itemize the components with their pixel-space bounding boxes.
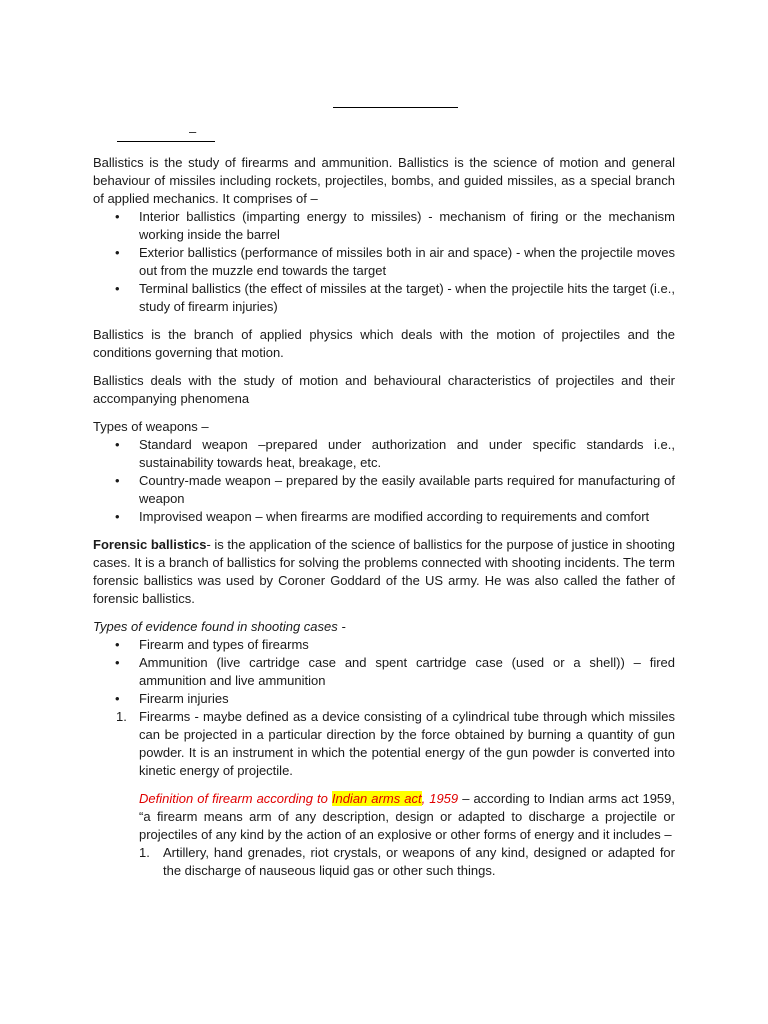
firearms-numbered-list	[93, 708, 675, 780]
list-item: • Terminal ballistics (the effect of missiles at the target) - when the projectile hits the target (i.e., study of firearm injuries)	[115, 281, 675, 314]
bullet-icon: •	[115, 245, 120, 260]
list-item: • Improvised weapon – when firearms are modified according to requirements and comfort	[115, 509, 650, 524]
physics-definition: Ballistics is the branch of applied physics which deals with the motion of projectiles and the conditions governing that motion.	[93, 327, 675, 360]
list-item: • Country-made weapon – prepared by the easily available parts required for manufacturing of weapon	[115, 473, 675, 506]
forensic-term: Forensic ballistics	[93, 537, 207, 552]
list-item: • Exterior ballistics (performance of missiles both in air and space) - when the projectile moves out from the muzzle end towards the target	[115, 245, 675, 278]
ballistics-branches-list	[93, 208, 675, 316]
subheading-dash: –	[189, 124, 197, 139]
evidence-list	[93, 636, 675, 708]
highlighted-arms-act: Indian arms act	[331, 791, 422, 806]
document-body	[93, 154, 675, 880]
list-item: • Interior ballistics (imparting energy to missiles) - mechanism of firing or the mechanism working inside the barrel	[115, 209, 675, 242]
bullet-icon: •	[115, 473, 120, 488]
title-underline	[333, 107, 458, 108]
motion-definition: Ballistics deals with the study of motion and behavioural characteristics of projectiles and their accompanying phenomena	[93, 373, 675, 406]
intro-paragraph: Ballistics is the study of firearms and ammunition. Ballistics is the science of motion and general behaviour of missiles including rockets, projectiles, bombs, and guided missiles, as a special branch of applied mechanics. It comprises of –	[93, 155, 675, 206]
bullet-icon: •	[115, 637, 120, 652]
list-item: • Firearm and types of firearms	[115, 637, 309, 652]
list-item: • Ammunition (live cartridge case and spent cartridge case (used or a shell)) – fired ammunition and live ammunition	[115, 655, 675, 688]
bullet-icon: •	[115, 655, 120, 670]
weapons-list	[93, 436, 675, 526]
list-item: 1. Firearms - maybe defined as a device consisting of a cylindrical tube through which missiles can be projected in a particular direction by the force obtained by burning a quantity of gun powder. It is an instrument in which the potential energy of the gun powder is converted into kinetic energy of projectile.	[116, 709, 675, 778]
bullet-icon: •	[115, 281, 120, 296]
includes-list	[93, 844, 675, 880]
forensic-ballistics-paragraph: Forensic ballistics- is the application of the science of ballistics for the purpose of justice in shooting cases. It is a branch of ballistics for solving the problems connected with shooting incidents. The term forensic ballistics was used by Coroner Goddard of the US army. He was also called the father of forensic ballistics.	[93, 537, 675, 606]
list-item: 1. Artillery, hand grenades, riot crystals, or weapons of any kind, designed or adapted for the discharge of nauseous liquid gas or other such things.	[139, 845, 675, 878]
bullet-icon: •	[115, 209, 120, 224]
arms-act-definition: Definition of firearm according to Indian arms act, 1959 – according to Indian arms act 1959, “a firearm means arm of any description, design or adapted to discharge a projectile or projectiles of any kind by the action of an explosive or other forms of energy and it includes –	[139, 791, 675, 842]
bullet-icon: •	[115, 509, 120, 524]
subheading-underline	[117, 141, 215, 142]
weapons-heading: Types of weapons –	[93, 419, 209, 434]
list-item: • Standard weapon –prepared under authorization and under specific standards i.e., sustainability towards heat, breakage, etc.	[115, 437, 675, 470]
evidence-heading: Types of evidence found in shooting cases -	[93, 619, 346, 634]
list-item: • Firearm injuries	[115, 691, 229, 706]
bullet-icon: •	[115, 691, 120, 706]
bullet-icon: •	[115, 437, 120, 452]
